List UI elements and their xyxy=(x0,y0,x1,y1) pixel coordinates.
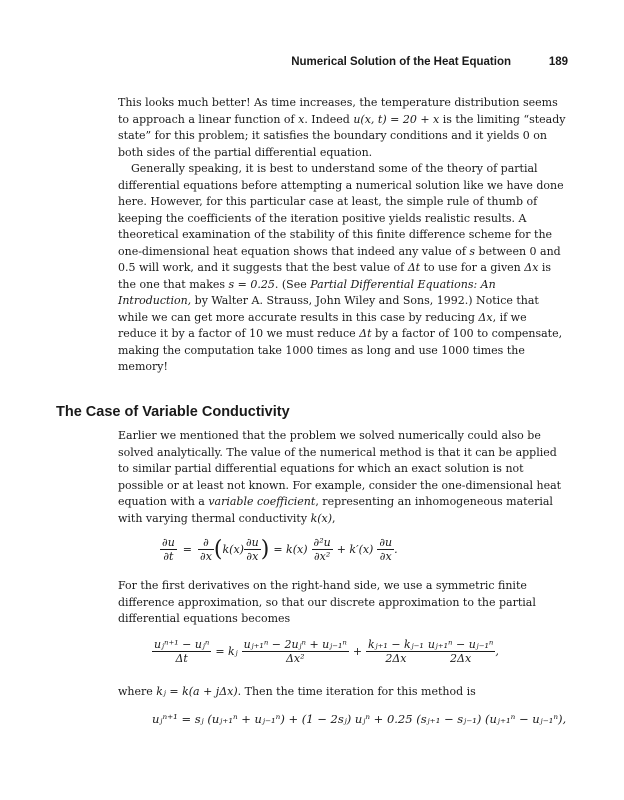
paragraph-finite-difference: For the first derivatives on the right-hand side, we use a symmetric finite difference approximation, so that our discrete approximation to the partial differential equations becomes xyxy=(118,579,536,625)
page-number: 189 xyxy=(548,56,568,68)
steady-state-formula: u(x, t) = 20 + x xyxy=(353,112,440,126)
book-citation: Partial Differential Equations: An Introduction, xyxy=(118,277,496,307)
equation-heat-variable: $\frac{\partial u}{\partial t}$ = $\frac{\partial}{\partial x}$ ( k(x) $\frac{\partial u}{\partial x}$ ) = k(x) $\frac{\text{∂²u}}{\text{∂x²}}$ + k′(x) $\frac{\partial u}{\partial x}$ . xyxy=(162,536,398,563)
paragraph-variable-coefficient: Earlier we mentioned that the problem we solved numerically could also be solved analytically. The value of the numerical method is that it can be applied to similar partial differential equations for which an exact solution is not possible or at least not known. For example, consider the one-dimensional heat equation with a variable coefficient, representing an inhomogeneous material with varying thermal conductivity k(x), xyxy=(118,429,562,525)
paragraph-stability: Generally speaking, it is best to understand some of the theory of partial differential equations before attempting a numerical solution like we have done here. However, for this particular case at least, the simple rule of thumb of keeping the coefficients of the iteration positive yields realistic results. A theoretical examination of the stability of this finite difference scheme for the one-dimensional heat equation shows that indeed any value of s between 0 and 0.5 will work, and it suggests that the best value of Δt to use for a given Δx is the one that makes s = 0.25. (See Partial Differential Equations: An Introduction, by Walter A. Strauss, John Wiley and Sons, 1992.) Notice that while we can get more accurate results in this case by reducing Δx, if we reduce it by a factor of 10 we must reduce Δt by a factor of 100 to compensate, making the computation take 1000 times as long and use 1000 times the memory! xyxy=(118,162,564,373)
section-heading: The Case of Variable Conductivity xyxy=(56,404,290,420)
paragraph-time-iteration: where kⱼ = k(a + jΔx). Then the time iteration for this method is xyxy=(118,685,476,698)
running-title: Numerical Solution of the Heat Equation xyxy=(291,56,511,68)
equation-discrete: $\frac{\text{uⱼⁿ⁺¹ − uⱼⁿ}}{\Delta t}$ = kⱼ $\frac{\text{uⱼ₊₁ⁿ − 2uⱼⁿ + uⱼ₋₁ⁿ}}{\text{Δx²}}$ + $\frac{\text{kⱼ₊₁ − kⱼ₋₁}}{2\Delta x}$ $\frac{\text{uⱼ₊₁ⁿ − uⱼ₋₁ⁿ}}{2\Delta x}$ , xyxy=(154,638,499,665)
paragraph-steady-state: This looks much better! As time increases, the temperature distribution seems to approach a linear function of x. Indeed u(x, t) = 20 + x is the limiting “steady state” for this problem; it satisfies the boundary conditions and it yields 0 on both sides of the partial differential equation. Generally speaking, it is best to understand some of the theory of partial differential equations before attempting a numerical solution like we have done here. However, for this particular case at least, the simple rule of thumb of keeping the coefficients of the iteration positive yields realistic results. A theoretical examination of the stability of this finite difference scheme for the one-dimensional heat equation shows that indeed any value of s between 0 and 0.5 will work, and it suggests that the best value of Δt to use for a given Δx is the one that makes s = 0.25. (See Partial Differential Equations: An Introduction, by Walter A. Strauss, John Wiley and Sons, 1992.) Notice that while we can get more accurate results in this case by reducing Δx, if we reduce it by a factor of 10 we must reduce Δt by a factor of 100 to compensate, making the computation take 1000 times as long and use 1000 times the memory! xyxy=(118,95,566,376)
equation-iteration: uⱼⁿ⁺¹ = sⱼ (uⱼ₊₁ⁿ + uⱼ₋₁ⁿ) + (1 − 2sⱼ) uⱼⁿ + 0.25 (sⱼ₊₁ − sⱼ₋₁) (uⱼ₊₁ⁿ − uⱼ₋₁ⁿ), xyxy=(152,712,567,726)
running-header xyxy=(0,56,624,72)
